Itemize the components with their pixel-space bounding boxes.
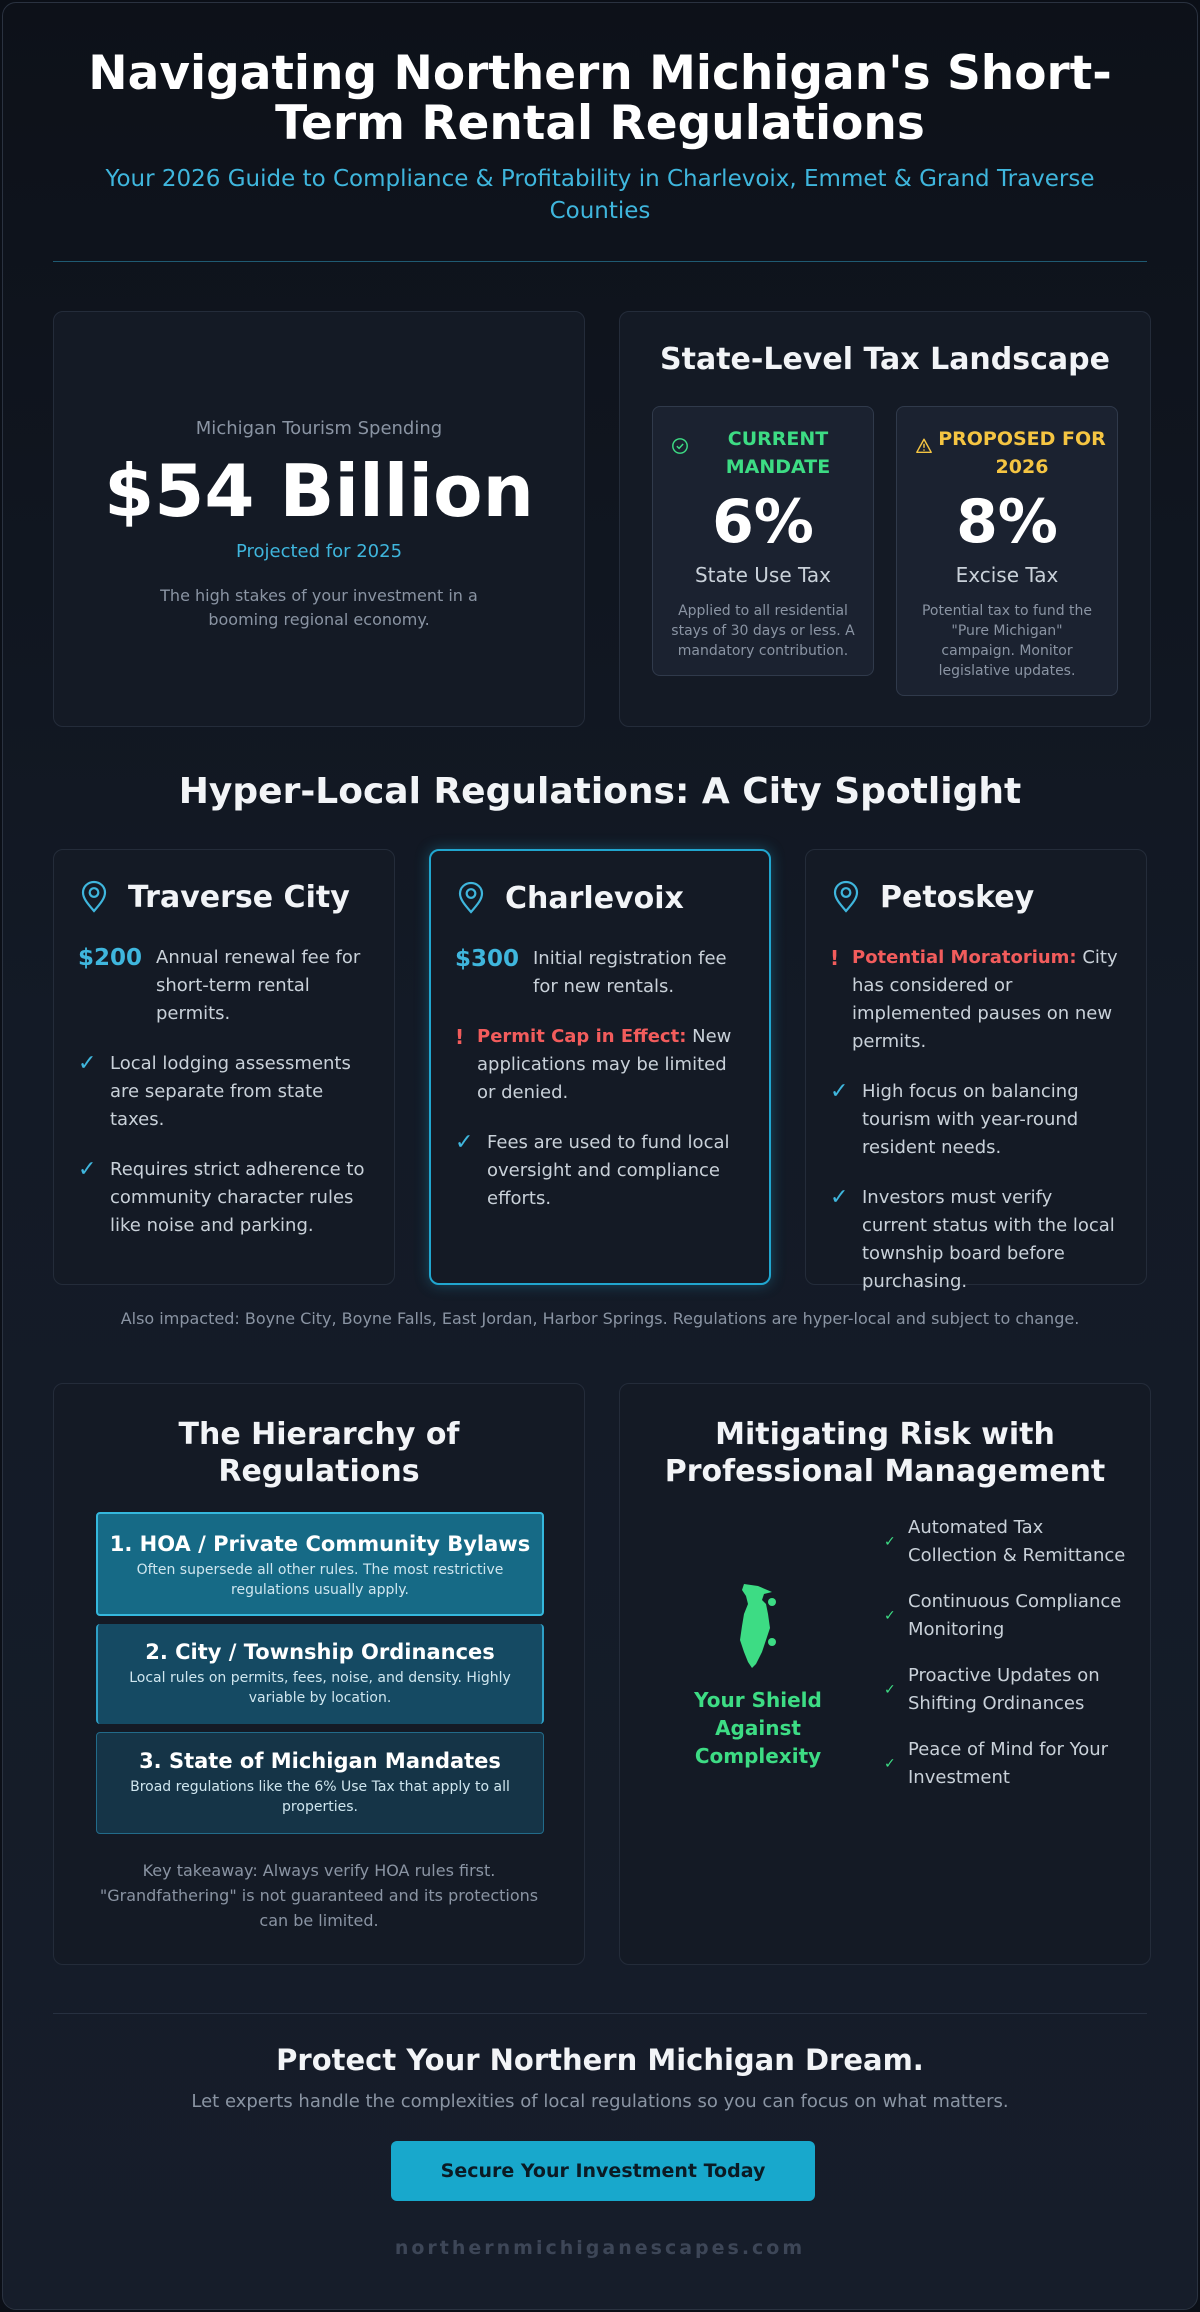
fee-row [78, 944, 370, 1028]
traverse-city-card [53, 849, 395, 1285]
cta-title: Protect Your Northern Michigan Dream. [276, 2043, 924, 2077]
list-item [455, 1129, 745, 1213]
city-section-title: Hyper-Local Regulations: A City Spotlight [178, 771, 1022, 812]
alert-icon: ! [830, 946, 840, 970]
header [3, 3, 1197, 227]
list-item-text: Investors must verify current status with the local township board before purchasing. [862, 1187, 1115, 1292]
checkmark-icon: ✓ [884, 1534, 896, 1550]
tourism-spending-card [53, 311, 585, 727]
list-item-text: Continuous Compliance Monitoring [908, 1591, 1122, 1640]
warning-triangle-icon [915, 437, 933, 455]
footer-divider [53, 2013, 1147, 2014]
hierarchy-note: Key takeaway: Always verify HOA rules first. "Grandfathering" is not guaranteed and its protections can be limited. [99, 1861, 539, 1930]
tax-landscape-card [619, 311, 1151, 727]
city-name: Traverse City [128, 879, 350, 915]
fee-amount: $200 [78, 945, 143, 971]
city-name: Charlevoix [505, 880, 684, 916]
level-title: 3. State of Michigan Mandates [139, 1749, 501, 1773]
list-item [830, 1078, 1122, 1162]
checkmark-icon: ✓ [884, 1608, 896, 1624]
charlevoix-card [429, 849, 771, 1285]
check-circle-icon [671, 437, 689, 455]
map-pin-icon [830, 880, 862, 914]
hierarchy-title: The Hierarchy of Regulations [178, 1417, 460, 1489]
tourism-projection: Projected for 2025 [235, 541, 403, 562]
warning-row [455, 1023, 745, 1107]
map-pin-icon [78, 880, 110, 914]
list-item-text: Fees are used to fund local oversight and compliance efforts. [487, 1132, 730, 1209]
website-link[interactable]: northernmichiganescapes.com [394, 2237, 806, 2259]
also-impacted-note: Also impacted: Boyne City, Boyne Falls, East Jordan, Harbor Springs. Regulations are hyper-local and subject to change. [120, 1309, 1080, 1328]
list-item [884, 1514, 1134, 1570]
current-mandate-label: CURRENT MANDATE [725, 428, 831, 478]
tax-title: State-Level Tax Landscape [660, 342, 1110, 377]
alert-icon: ! [455, 1025, 465, 1049]
fee-text: Initial registration fee for new rentals. [533, 948, 727, 997]
proposed-tax-percent: 8% [956, 487, 1058, 557]
warning-text: New applications may be limited or denied. [477, 1026, 732, 1103]
fee-row [455, 945, 745, 1001]
current-tax-name: State Use Tax [694, 563, 831, 587]
warning-text: City has considered or implemented pauses on new permits. [852, 947, 1118, 1052]
warning-label: Permit Cap in Effect: [477, 1026, 687, 1047]
shield-text: Your Shield Against Complexity [694, 1688, 822, 1768]
list-item [884, 1736, 1134, 1792]
hierarchy-level-state [96, 1732, 544, 1834]
proposed-tax-description: Potential tax to fund the "Pure Michigan" campaign. Monitor legislative updates. [921, 603, 1093, 679]
checkmark-icon: ✓ [78, 1157, 97, 1182]
list-item-text: High focus on balancing tourism with year-round resident needs. [862, 1081, 1079, 1158]
list-item [830, 1184, 1122, 1296]
checkmark-icon: ✓ [78, 1051, 97, 1076]
current-mandate-box [652, 406, 874, 676]
checkmark-icon: ✓ [830, 1185, 849, 1210]
level-description: Often supersede all other rules. The most restrictive regulations usually apply. [136, 1562, 504, 1598]
warning-label: Potential Moratorium: [852, 947, 1077, 968]
level-description: Broad regulations like the 6% Use Tax that apply to all properties. [130, 1779, 510, 1815]
risk-title: Mitigating Risk with Professional Management [664, 1417, 1106, 1489]
list-item-text: Peace of Mind for Your Investment [908, 1739, 1109, 1788]
benefits-list [884, 1514, 1134, 1810]
header-divider [53, 261, 1147, 262]
proposed-tax-label: PROPOSED FOR 2026 [938, 428, 1106, 478]
checkmark-icon: ✓ [884, 1682, 896, 1698]
level-description: Local rules on permits, fees, noise, and density. Highly variable by location. [129, 1670, 511, 1706]
secure-investment-button[interactable]: Secure Your Investment Today [391, 2141, 815, 2201]
hierarchy-card [53, 1383, 585, 1965]
city-name: Petoskey [880, 879, 1035, 915]
warning-row [830, 944, 1122, 1056]
tourism-value: $54 Billion [104, 449, 534, 533]
shield-block [670, 1578, 846, 1770]
list-item-text: Local lodging assessments are separate from state taxes. [110, 1053, 351, 1130]
cta-subtitle: Let experts handle the complexities of local regulations so you can focus on what matters. [191, 2091, 1009, 2112]
hierarchy-level-city [96, 1624, 544, 1724]
proposed-tax-name: Excise Tax [955, 563, 1059, 587]
petoskey-card [805, 849, 1147, 1292]
list-item-text: Proactive Updates on Shifting Ordinances [908, 1665, 1100, 1714]
list-item [78, 1050, 370, 1134]
list-item [884, 1662, 1134, 1718]
risk-management-card [619, 1383, 1151, 1965]
current-tax-description: Applied to all residential stays of 30 days or less. A mandatory contribution. [671, 603, 855, 659]
checkmark-icon: ✓ [884, 1756, 896, 1772]
fee-amount: $300 [455, 946, 520, 972]
checkmark-icon: ✓ [455, 1130, 474, 1155]
list-item [78, 1156, 370, 1240]
page-title: Navigating Northern Michigan's Short-Term Rental Regulations [88, 46, 1112, 151]
proposed-tax-box [896, 406, 1118, 696]
page-subtitle: Your 2026 Guide to Compliance & Profitability in Charlevoix, Emmet & Grand Traverse Counties [105, 166, 1095, 224]
level-title: 1. HOA / Private Community Bylaws [109, 1532, 531, 1556]
fee-text: Annual renewal fee for short-term rental permits. [156, 947, 361, 1024]
level-title: 2. City / Township Ordinances [145, 1640, 495, 1664]
current-tax-percent: 6% [712, 487, 814, 557]
checkmark-icon: ✓ [830, 1079, 849, 1104]
list-item [884, 1588, 1134, 1644]
list-item-text: Requires strict adherence to community character rules like noise and parking. [110, 1159, 365, 1236]
tourism-label: Michigan Tourism Spending [195, 418, 443, 439]
tourism-description: The high stakes of your investment in a booming regional economy. [160, 586, 478, 629]
list-item-text: Automated Tax Collection & Remittance [908, 1517, 1126, 1566]
hierarchy-level-hoa [96, 1512, 544, 1616]
michigan-map-icon [728, 1578, 788, 1674]
map-pin-icon [455, 881, 487, 915]
infographic-page [2, 2, 1198, 2310]
